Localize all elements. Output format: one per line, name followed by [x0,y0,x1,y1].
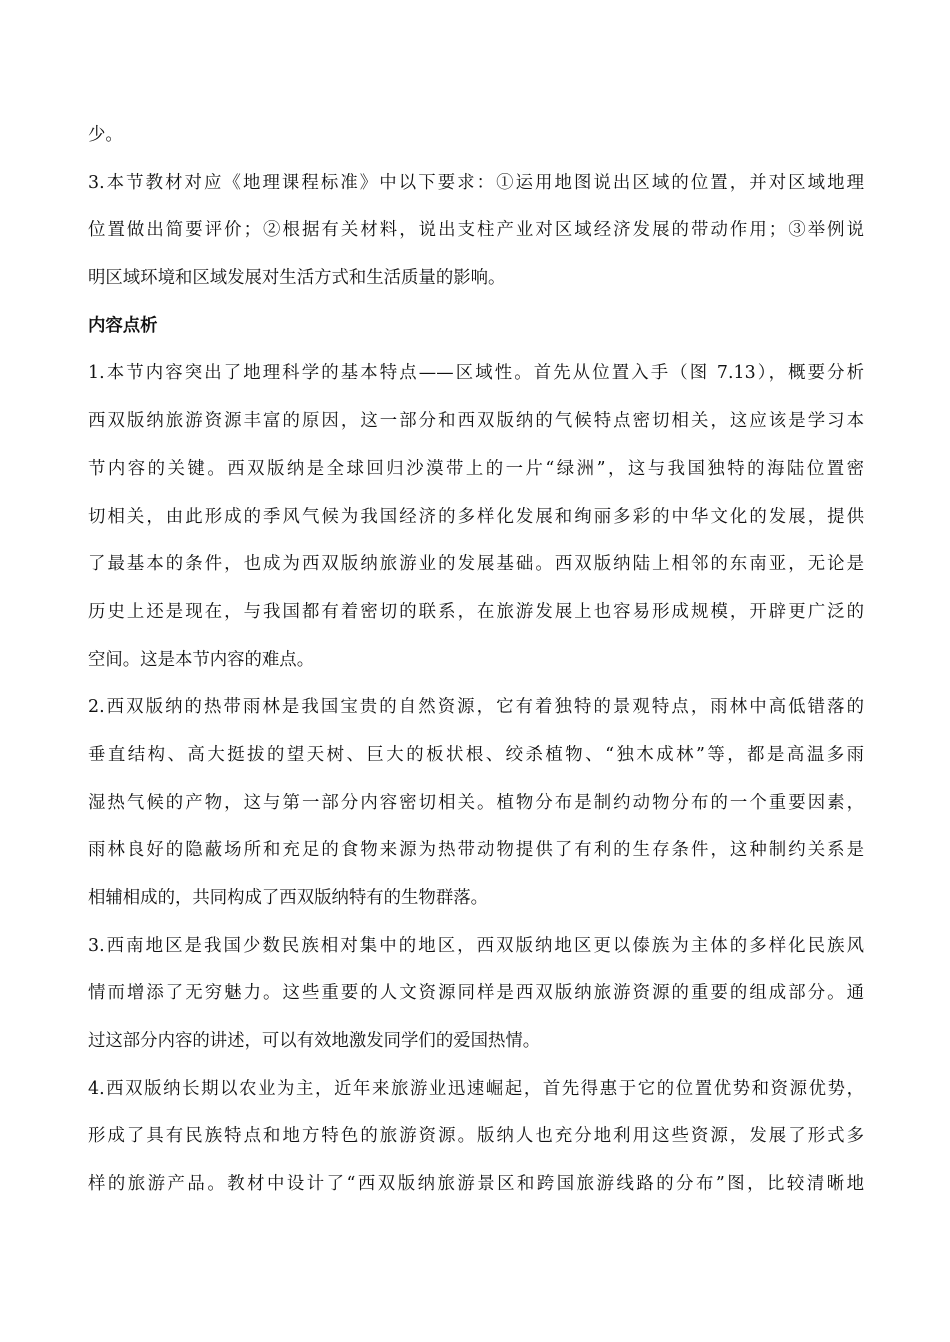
paragraph-line: 4.西双版纳长期以农业为主，近年来旅游业迅速崛起，首先得惠于它的位置优势和资源优势， [88,1078,864,1099]
paragraph-line: 形成了具有民族特点和地方特色的旅游资源。版纳人也充分地利用这些资源，发展了形式多 [88,1126,864,1147]
paragraph-line: 情而增添了无穷魅力。这些重要的人文资源同样是西双版纳旅游资源的重要的组成部分。通 [88,983,864,1004]
paragraph-line: 过这部分内容的讲述，可以有效地激发同学们的爱国热情。 [88,1031,541,1052]
intro-tail-line: 少。 [88,125,123,145]
paragraph-line: 节内容的关键。西双版纳是全球回归沙漠带上的一片“绿洲”，这与我国独特的海陆位置密 [88,458,864,479]
paragraph-line: 西双版纳旅游资源丰富的原因，这一部分和西双版纳的气候特点密切相关，这应该是学习本 [88,411,864,432]
paragraph-line: 样的旅游产品。教材中设计了“西双版纳旅游景区和跨国旅游线路的分布”图，比较清晰地 [88,1174,864,1195]
paragraph-line: 位置做出简要评价；②根据有关材料，说出支柱产业对区域经济发展的带动作用；③举例说 [88,220,864,241]
paragraph-line: 2.西双版纳的热带雨林是我国宝贵的自然资源，它有着独特的景观特点，雨林中高低错落的 [88,697,864,718]
paragraph-line: 历史上还是现在，与我国都有着密切的联系，在旅游发展上也容易形成规模，开辟更广泛的 [88,601,864,622]
point-1-paragraph [88,350,864,684]
paragraph-line: 明区域环境和区域发展对生活方式和生活质量的影响。 [88,268,506,289]
paragraph-line: 了最基本的条件，也成为西双版纳旅游业的发展基础。西双版纳陆上相邻的东南亚，无论是 [88,554,864,575]
paragraph-line: 切相关，由此形成的季风气候为我国经济的多样化发展和绚丽多彩的中华文化的发展，提供 [88,506,864,527]
point-4-paragraph [88,1066,864,1209]
section-heading: 内容点析 [88,315,158,336]
paragraph-line: 3.本节教材对应《地理课程标准》中以下要求：①运用地图说出区域的位置，并对区域地理 [88,172,864,193]
point-3-paragraph [88,923,864,1066]
point-2-paragraph [88,684,864,922]
paragraph-line: 1.本节内容突出了地理科学的基本特点——区域性。首先从位置入手（图 7.13），概要分析 [88,363,864,384]
paragraph-line: 雨林良好的隐蔽场所和充足的食物来源为热带动物提供了有利的生存条件，这种制约关系是 [88,840,864,861]
paragraph-line: 湿热气候的产物，这与第一部分内容密切相关。植物分布是制约动物分布的一个重要因素， [88,792,864,813]
paragraph-line: 相辅相成的，共同构成了西双版纳特有的生物群落。 [88,888,488,908]
paragraph-line: 空间。这是本节内容的难点。 [88,649,315,670]
paragraph-line: 垂直结构、高大挺拔的望天树、巨大的板状根、绞杀植物、“独木成林”等，都是高温多雨 [88,744,864,765]
standards-paragraph [88,160,864,303]
document-page [88,112,864,1209]
paragraph-line: 3.西南地区是我国少数民族相对集中的地区，西双版纳地区更以傣族为主体的多样化民族风 [88,935,864,956]
